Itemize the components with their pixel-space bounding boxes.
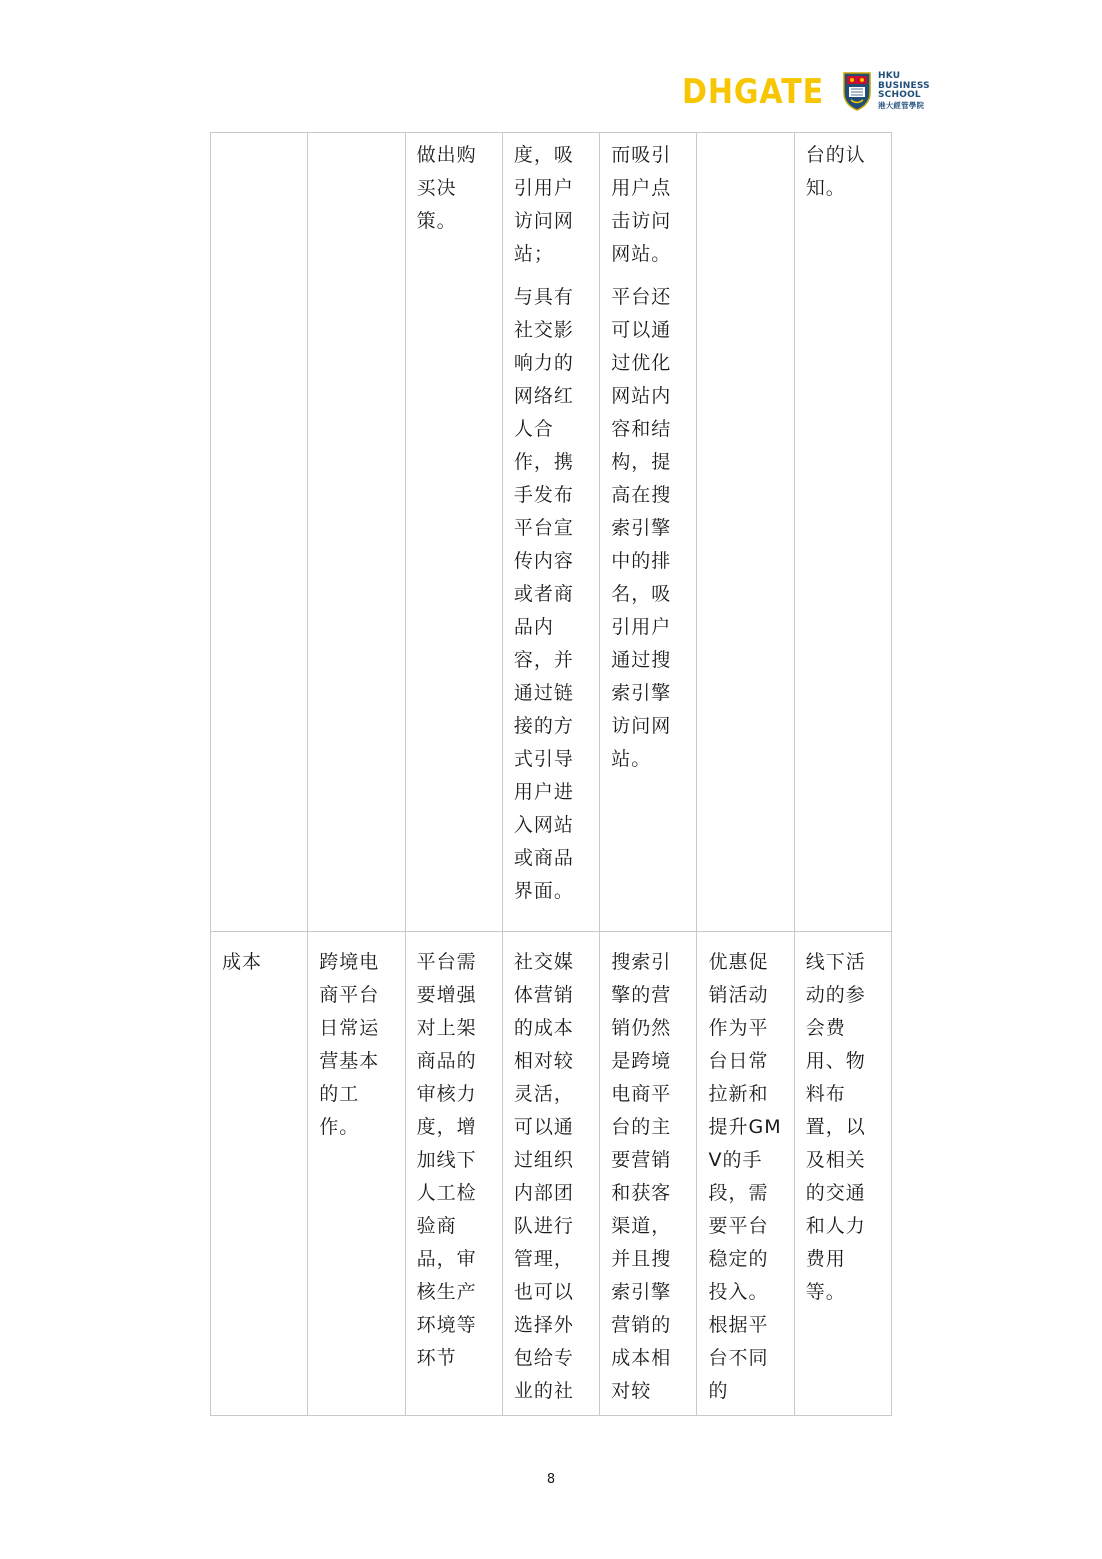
cell-paragraph: 做出购买决策。 bbox=[416, 144, 477, 232]
cell-paragraph: 搜索引擎的营销仍然是跨境电商平台的主要营销和获客渠道，并且搜索引擎营销的成本相对较 bbox=[611, 951, 672, 1402]
table-cell bbox=[405, 932, 502, 1416]
cell-paragraph: 而吸引用户点击访问网站。 bbox=[611, 144, 672, 265]
table-row-continued bbox=[211, 133, 892, 932]
cell-paragraph: 与具有社交影响力的网络红人合作，携手发布平台宣传内容或者商品内容，并通过链接的方式引导用户进入网站或商品界面。 bbox=[513, 286, 574, 902]
table-cell bbox=[405, 133, 502, 932]
cell-paragraph: 优惠促销活动作为平台日常拉新和提升GMV的手段，需要平台稳定的投入。根据平台不同的 bbox=[708, 951, 782, 1402]
dhgate-logo bbox=[682, 72, 826, 112]
table-cell bbox=[697, 932, 794, 1416]
dhgate-logo-text: DHGATE bbox=[682, 72, 824, 112]
table-cell-label bbox=[211, 932, 308, 1416]
table-cell bbox=[308, 932, 405, 1416]
hku-chinese-name: 港大經管學院 bbox=[878, 100, 925, 110]
cell-paragraph: 成本 bbox=[222, 951, 263, 973]
table-cell-label bbox=[211, 133, 308, 932]
table-cell bbox=[308, 133, 405, 932]
hku-line-3: SCHOOL bbox=[878, 90, 921, 100]
hku-crest-icon bbox=[842, 71, 872, 111]
table-row-cost bbox=[211, 932, 892, 1416]
table-cell bbox=[697, 133, 794, 932]
table-cell-search-engine bbox=[600, 133, 697, 932]
page-number: 8 bbox=[546, 1472, 556, 1487]
cell-paragraph: 社交媒体营销的成本相对较灵活，可以通过组织内部团队进行管理，也可以选择外包给专业的社 bbox=[513, 951, 574, 1402]
table-cell bbox=[794, 133, 891, 932]
cell-paragraph: 台的认知。 bbox=[805, 144, 866, 199]
table-cell bbox=[502, 932, 599, 1416]
cell-paragraph: 线下活动的参会费用、物料布置，以及相关的交通和人力费用等。 bbox=[805, 951, 866, 1303]
hku-business-school-wordmark bbox=[878, 72, 938, 110]
cell-paragraph: 平台需要增强对上架商品的审核力度，增加线下人工检验商品，审核生产环境等环节 bbox=[416, 951, 477, 1369]
cell-paragraph: 跨境电商平台日常运营基本的工作。 bbox=[319, 951, 380, 1138]
cell-paragraph: 平台还可以通过优化网站内容和结构，提高在搜索引擎中的排名，吸引用户通过搜索引擎访问网站。 bbox=[611, 286, 672, 770]
cell-paragraph: 度，吸引用户访问网站； bbox=[513, 144, 574, 265]
hku-line-1: HKU bbox=[878, 71, 901, 81]
table-cell-social-media bbox=[502, 133, 599, 932]
table-cell bbox=[600, 932, 697, 1416]
table-cell bbox=[794, 932, 891, 1416]
hku-line-2: BUSINESS bbox=[878, 80, 930, 91]
marketing-table bbox=[210, 132, 892, 1416]
